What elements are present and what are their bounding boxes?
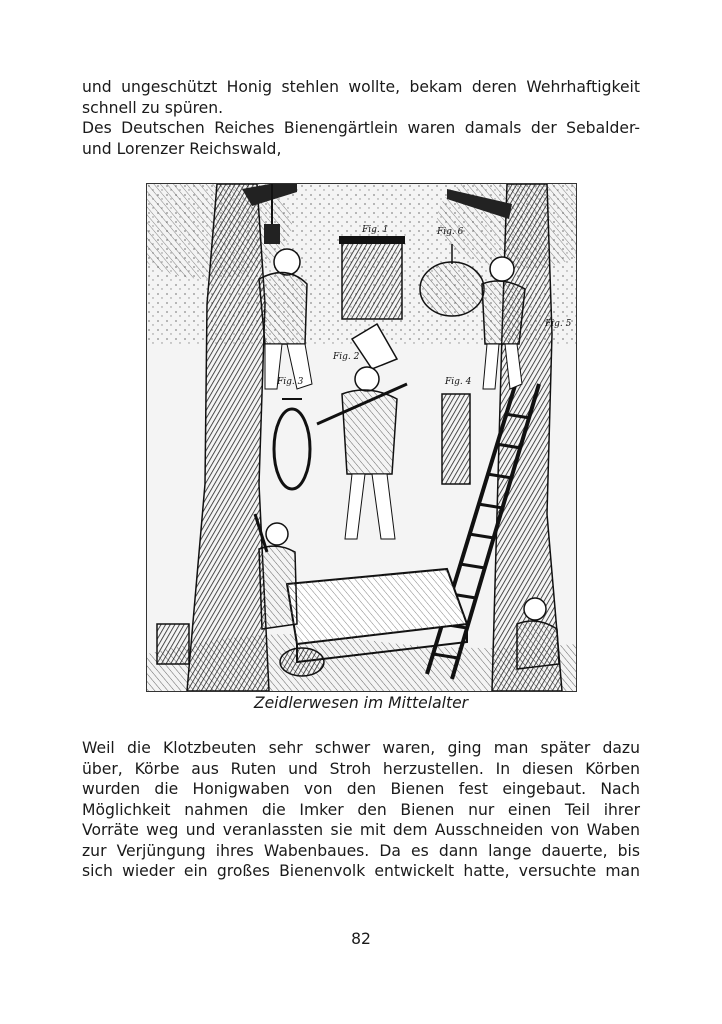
pulley: [264, 224, 280, 244]
text-line: Des Deutschen Reiches Bienengärtlein waren damals der Sebalder-: [82, 119, 640, 137]
text-line: schnell zu spüren.: [82, 98, 224, 117]
figure-label: Fig. 5: [545, 319, 572, 329]
figure-label: Fig. 1: [362, 225, 389, 235]
text-line: Möglichkeit nahmen die Imker den Bienen nur einen Teil ihrer: [82, 800, 640, 819]
basket: [280, 648, 324, 676]
text-line: Vorräte weg und veranlassten sie mit dem Ausschneiden von Waben: [82, 821, 640, 839]
central-beekeeper-figure: [317, 324, 407, 539]
text-line: zur Verjüngung ihres Wabenbaues. Da es dann lange dauerte, bis: [82, 841, 640, 860]
engraving-drawing: [147, 184, 576, 691]
figure-caption: Zeidlerwesen im Mittelalter: [253, 694, 469, 712]
bucket: [157, 624, 189, 664]
smoker-tool: [442, 394, 470, 484]
text-line: wurden die Honigwaben von den Bienen fest eingebaut. Nach: [82, 780, 640, 798]
block-hive: [339, 236, 405, 319]
text-line: über, Körbe aus Ruten und Stroh herzustellen. In diesen Körben: [82, 759, 640, 778]
text-line: Weil die Klotzbeuten sehr schwer waren, ging man später dazu: [82, 739, 640, 757]
figure-label: Fig. 4: [445, 377, 472, 387]
text-line: sich wieder ein großes Bienenvolk entwickelt hatte, versuchte man: [82, 862, 640, 880]
top-paragraph: [82, 77, 640, 159]
text-line: und ungeschützt Honig stehlen wollte, bekam deren Wehrhaftigkeit: [82, 78, 640, 96]
engraving-illustration: [146, 183, 577, 692]
figure-label: Fig. 6: [437, 227, 464, 237]
page-number: 82: [351, 930, 371, 948]
figure-label: Fig. 2: [333, 352, 360, 362]
basket-tool: [274, 399, 310, 489]
kneeling-figure: [255, 514, 297, 629]
figure-label: Fig. 3: [277, 377, 304, 387]
text-line: und Lorenzer Reichswald,: [82, 139, 282, 158]
body-paragraph: [82, 738, 640, 882]
